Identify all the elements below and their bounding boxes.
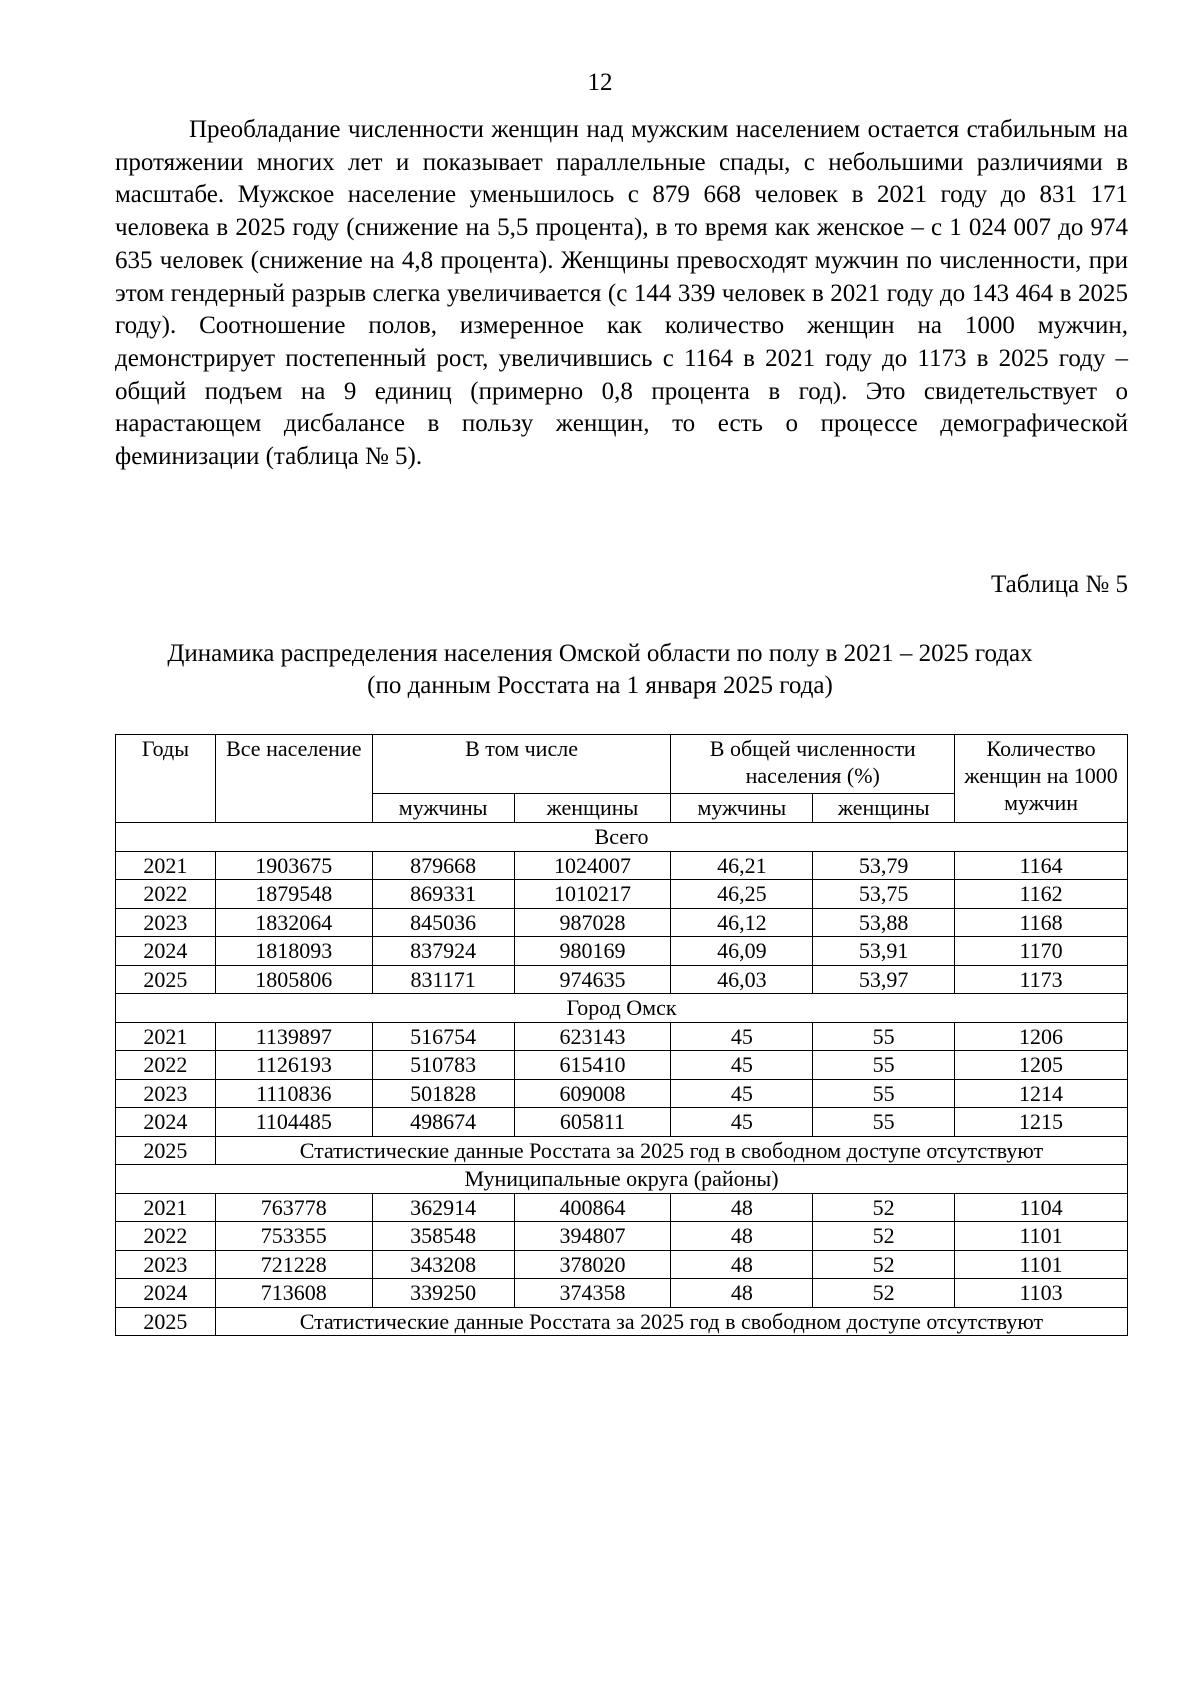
cell-women-pct: 55: [813, 1108, 955, 1137]
note-text: Статистические данные Росстата за 2025 год в свободном доступе отсутствуют: [215, 1136, 1127, 1165]
table-body: [116, 823, 1128, 1336]
cell-men-pct: 48: [671, 1193, 813, 1222]
cell-year: 2025: [116, 965, 216, 994]
table-row: [116, 908, 1128, 937]
table-label: Таблица № 5: [990, 571, 1128, 598]
cell-year: 2023: [116, 908, 216, 937]
cell-all-population: 1104485: [215, 1108, 372, 1137]
cell-women-pct: 53,75: [813, 880, 955, 909]
cell-year: 2021: [116, 1193, 216, 1222]
cell-men: 498674: [372, 1108, 514, 1137]
note-row: [116, 1307, 1128, 1336]
cell-women: 623143: [514, 1022, 671, 1051]
table-title: [0, 638, 1200, 702]
cell-men: 831171: [372, 965, 514, 994]
cell-men-pct: 46,09: [671, 937, 813, 966]
cell-all-population: 713608: [215, 1279, 372, 1308]
cell-men-pct: 46,03: [671, 965, 813, 994]
section-title-row: [116, 1165, 1128, 1194]
header-all-population: Все население: [215, 735, 372, 823]
cell-year: 2021: [116, 851, 216, 880]
cell-all-population: 1110836: [215, 1079, 372, 1108]
section-title-row: [116, 994, 1128, 1023]
cell-year: 2024: [116, 937, 216, 966]
header-women-per-1000: Количество женщин на 1000 мужчин: [955, 735, 1128, 823]
table-title-line-2: (по данным Росстата на 1 января 2025 года): [367, 672, 833, 699]
cell-all-population: 1879548: [215, 880, 372, 909]
cell-women: 394807: [514, 1222, 671, 1251]
cell-women-per-1000: 1164: [955, 851, 1128, 880]
cell-men-pct: 45: [671, 1022, 813, 1051]
note-text: Статистические данные Росстата за 2025 год в свободном доступе отсутствуют: [215, 1307, 1127, 1336]
cell-men: 869331: [372, 880, 514, 909]
cell-all-population: 1126193: [215, 1051, 372, 1080]
header-women-pct: женщины: [813, 794, 955, 823]
header-men-pct: мужчины: [671, 794, 813, 823]
cell-women-per-1000: 1214: [955, 1079, 1128, 1108]
cell-year: 2025: [116, 1307, 216, 1336]
cell-men: 879668: [372, 851, 514, 880]
table-row: [116, 1279, 1128, 1308]
table-row: [116, 880, 1128, 909]
cell-year: 2025: [116, 1136, 216, 1165]
section-title-row: [116, 823, 1128, 852]
cell-women: 378020: [514, 1250, 671, 1279]
page-number: 12: [587, 69, 613, 96]
header-men: мужчины: [372, 794, 514, 823]
cell-women-per-1000: 1101: [955, 1222, 1128, 1251]
cell-men: 501828: [372, 1079, 514, 1108]
header-including: В том числе: [372, 735, 671, 794]
cell-men-pct: 48: [671, 1250, 813, 1279]
cell-women-per-1000: 1104: [955, 1193, 1128, 1222]
cell-women-per-1000: 1101: [955, 1250, 1128, 1279]
cell-men: 510783: [372, 1051, 514, 1080]
table-row: [116, 1222, 1128, 1251]
cell-women-per-1000: 1173: [955, 965, 1128, 994]
table-row: [116, 937, 1128, 966]
cell-men: 837924: [372, 937, 514, 966]
cell-year: 2023: [116, 1079, 216, 1108]
cell-women-pct: 52: [813, 1193, 955, 1222]
section-title: Всего: [116, 823, 1128, 852]
header-women: женщины: [514, 794, 671, 823]
table-row: [116, 1051, 1128, 1080]
body-text: [115, 114, 1128, 474]
cell-year: 2021: [116, 1022, 216, 1051]
cell-women: 400864: [514, 1193, 671, 1222]
section-title: Город Омск: [116, 994, 1128, 1023]
cell-men: 358548: [372, 1222, 514, 1251]
cell-all-population: 1139897: [215, 1022, 372, 1051]
cell-women-pct: 55: [813, 1079, 955, 1108]
population-table: [115, 734, 1128, 1336]
cell-men: 339250: [372, 1279, 514, 1308]
cell-men: 362914: [372, 1193, 514, 1222]
cell-year: 2022: [116, 880, 216, 909]
table-header: [116, 735, 1128, 823]
cell-women-pct: 52: [813, 1222, 955, 1251]
cell-all-population: 1818093: [215, 937, 372, 966]
cell-women: 1024007: [514, 851, 671, 880]
cell-men-pct: 45: [671, 1079, 813, 1108]
cell-women-per-1000: 1205: [955, 1051, 1128, 1080]
cell-year: 2022: [116, 1222, 216, 1251]
cell-all-population: 753355: [215, 1222, 372, 1251]
cell-women: 609008: [514, 1079, 671, 1108]
cell-year: 2022: [116, 1051, 216, 1080]
table-row: [116, 1079, 1128, 1108]
cell-all-population: 1832064: [215, 908, 372, 937]
cell-men-pct: 48: [671, 1279, 813, 1308]
note-row: [116, 1136, 1128, 1165]
cell-women-per-1000: 1162: [955, 880, 1128, 909]
cell-men-pct: 45: [671, 1051, 813, 1080]
header-years: Годы: [116, 735, 216, 823]
cell-women: 980169: [514, 937, 671, 966]
cell-men-pct: 48: [671, 1222, 813, 1251]
cell-men: 516754: [372, 1022, 514, 1051]
cell-women-per-1000: 1206: [955, 1022, 1128, 1051]
cell-women-pct: 55: [813, 1022, 955, 1051]
table-row: [116, 851, 1128, 880]
cell-women-pct: 52: [813, 1279, 955, 1308]
cell-men-pct: 45: [671, 1108, 813, 1137]
cell-all-population: 1903675: [215, 851, 372, 880]
cell-year: 2024: [116, 1279, 216, 1308]
cell-women-pct: 52: [813, 1250, 955, 1279]
cell-women-pct: 55: [813, 1051, 955, 1080]
table-row: [116, 965, 1128, 994]
table-row: [116, 1193, 1128, 1222]
cell-all-population: 763778: [215, 1193, 372, 1222]
cell-women: 987028: [514, 908, 671, 937]
cell-all-population: 721228: [215, 1250, 372, 1279]
cell-men-pct: 46,21: [671, 851, 813, 880]
cell-women: 605811: [514, 1108, 671, 1137]
cell-year: 2023: [116, 1250, 216, 1279]
cell-women-pct: 53,97: [813, 965, 955, 994]
cell-men-pct: 46,12: [671, 908, 813, 937]
cell-women-pct: 53,91: [813, 937, 955, 966]
table-title-line-1: Динамика распределения населения Омской области по полу в 2021 – 2025 годах: [167, 640, 1033, 667]
table-row: [116, 1250, 1128, 1279]
cell-all-population: 1805806: [215, 965, 372, 994]
cell-men: 343208: [372, 1250, 514, 1279]
section-title: Муниципальные округа (районы): [116, 1165, 1128, 1194]
cell-women-per-1000: 1215: [955, 1108, 1128, 1137]
table-row: [116, 1022, 1128, 1051]
cell-women: 374358: [514, 1279, 671, 1308]
cell-year: 2024: [116, 1108, 216, 1137]
cell-women-per-1000: 1170: [955, 937, 1128, 966]
cell-women-pct: 53,88: [813, 908, 955, 937]
cell-women: 615410: [514, 1051, 671, 1080]
cell-women-pct: 53,79: [813, 851, 955, 880]
cell-women-per-1000: 1103: [955, 1279, 1128, 1308]
cell-women-per-1000: 1168: [955, 908, 1128, 937]
paragraph: Преобладание численности женщин над мужским населением остается стабильным на протяжении многих лет и показывает параллельные спады, с небольшими различиями в масштабе. Мужское население уменьшилось с 879 668 человек в 2021 году до 831 171 человека в 2025 году (снижение на 5,5 процента), в то время как женское – с 1 024 007 до 974 635 человек (снижение на 4,8 процента). Женщины превосходят мужчин по численности, при этом гендерный разрыв слегка увеличивается (с 144 339 человек в 2021 году до 143 464 в 2025 году). Соотношение полов, измеренное как количество женщин на 1000 мужчин, демонстрирует постепенный рост, увеличившись с 1164 в 2021 году до 1173 в 2025 году – общий подъем на 9 единиц (примерно 0,8 процента в год). Это свидетельствует о нарастающем дисбалансе в пользу женщин, то есть о процессе демографической феминизации (таблица № 5).: [115, 116, 1128, 471]
cell-women: 974635: [514, 965, 671, 994]
cell-men-pct: 46,25: [671, 880, 813, 909]
header-share: В общей численности населения (%): [671, 735, 955, 794]
cell-men: 845036: [372, 908, 514, 937]
cell-women: 1010217: [514, 880, 671, 909]
table-row: [116, 1108, 1128, 1137]
